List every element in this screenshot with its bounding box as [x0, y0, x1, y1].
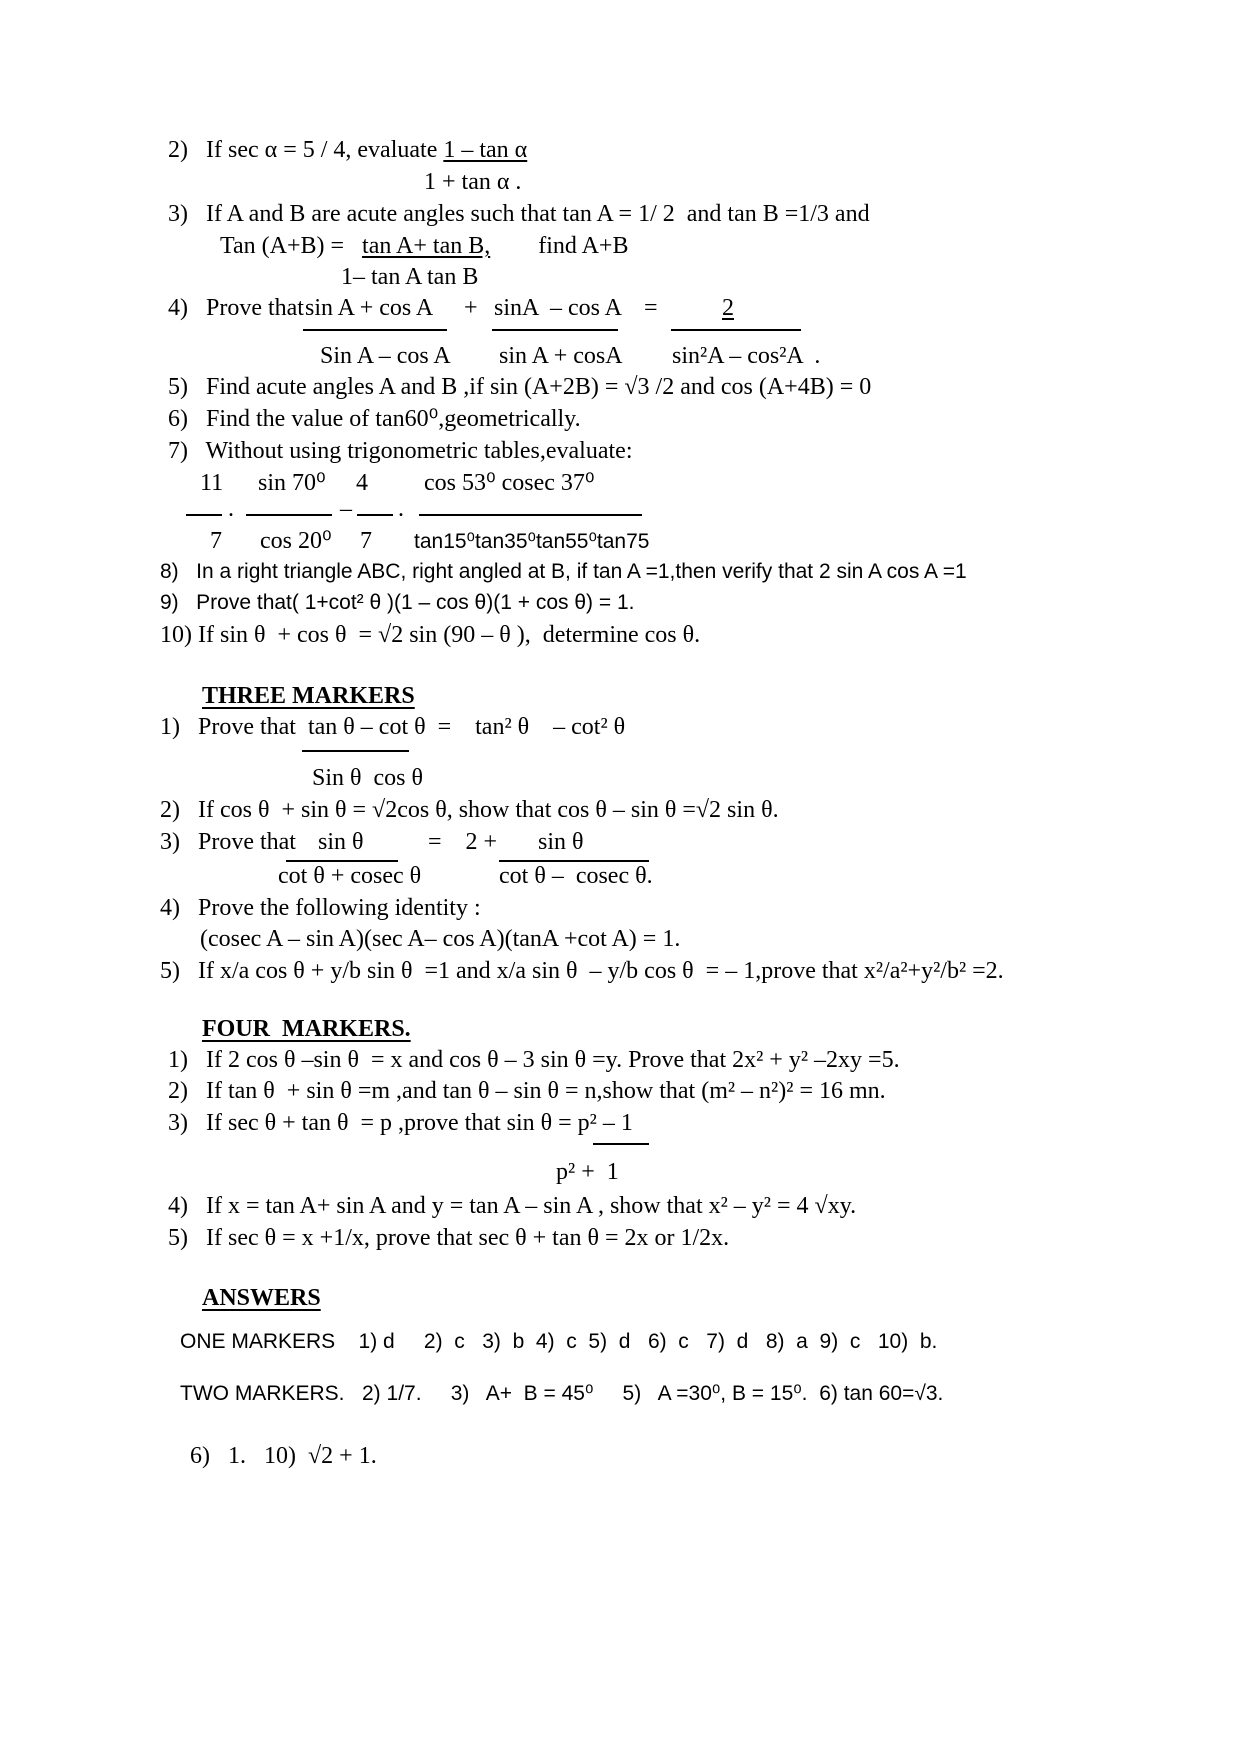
question-3-line-1 [168, 201, 870, 229]
four-markers-q5-line [168, 1225, 729, 1253]
question-7-denominator-1: 7 [210, 528, 222, 554]
question-5-text: 5) Find acute angles A and B ,if sin (A+2B) = √3 /2 and cos (A+4B) = 0 [168, 374, 872, 400]
fraction-bar [492, 329, 618, 331]
three-markers-q4-text-2: (cosec A – sin A)(sec A– cos A)(tanA +cot A) = 1. [200, 926, 681, 952]
three-markers-q3-middle: = 2 + [428, 829, 498, 855]
three-markers-q1-line [160, 714, 625, 742]
question-3-fraction-numerator: tan A+ tan B, [362, 233, 491, 259]
three-markers-q3-prefix: 3) Prove that [160, 829, 296, 855]
three-markers-q4-text-1: 4) Prove the following identity : [160, 895, 481, 921]
four-markers-q3-denominator-text: p² + 1 [556, 1159, 619, 1185]
question-2-fraction-numerator: 1 – tan α [443, 137, 528, 163]
question-7-denominator-4: tan15⁰tan35⁰tan55⁰tan75 [414, 530, 650, 553]
answers-one-markers-text: ONE MARKERS 1) d 2) c 3) b 4) c 5) d 6) c 7) d 8) a 9) c 10) b. [180, 1330, 938, 1353]
four-markers-q5-text: 5) If sec θ = x +1/x, prove that sec θ + tan θ = 2x or 1/2x. [168, 1225, 730, 1251]
fraction-bar [671, 329, 801, 331]
question-4-denominator-2: sin A + cosA [499, 343, 623, 369]
question-7-dot-1: . [228, 496, 234, 522]
fraction-bar [246, 514, 332, 516]
fraction-bar [186, 514, 222, 516]
question-3-line-2 [220, 233, 628, 261]
four-markers-q3-line [168, 1110, 633, 1138]
four-markers-q4-line [168, 1193, 856, 1221]
question-2-fraction-denominator [424, 169, 521, 197]
question-9-text: 9) Prove that( 1+cot² θ )(1 – cos θ)(1 + cos θ) = 1. [160, 591, 635, 614]
question-4-numerator-2: sinA – cos A [494, 295, 623, 321]
fraction-bar [419, 514, 642, 516]
question-7-line [168, 438, 632, 466]
question-4-numerator-1: sin A + cos A [305, 295, 434, 321]
question-3-formula-prefix: Tan (A+B) = [220, 233, 363, 259]
four-markers-q4-text: 4) If x = tan A+ sin A and y = tan A – sin A , show that x² – y² = 4 √xy. [168, 1193, 857, 1219]
three-markers-q5-text: 5) If x/a cos θ + y/b sin θ =1 and x/a sin θ – y/b cos θ = – 1,prove that x²/a²+y²/b² =2. [160, 958, 1004, 984]
fraction-bar [286, 860, 398, 862]
three-markers-q5-line [160, 958, 1004, 986]
three-markers-q1-denominator [312, 765, 423, 793]
question-4-plus-sign: + [464, 295, 478, 321]
question-3-fraction-denominator [341, 264, 478, 292]
question-8-line [160, 560, 967, 584]
four-markers-q2-text: 2) If tan θ + sin θ =m ,and tan θ – sin θ = n,show that (m² – n²)² = 16 mn. [168, 1078, 886, 1104]
question-7-numerator-2: sin 70⁰ [258, 470, 326, 496]
question-2-text: 2) If sec α = 5 / 4, evaluate [168, 137, 444, 163]
answers-heading [202, 1285, 321, 1313]
three-markers-q2-line [160, 797, 779, 825]
four-markers-q1-line [168, 1047, 900, 1075]
three-markers-q1-denominator-text: Sin θ cos θ [312, 765, 423, 791]
three-markers-q3-numerator-1: sin θ [318, 829, 364, 855]
question-8-text: 8) In a right triangle ABC, right angled at B, if tan A =1,then verify that 2 sin A cos A =1 [160, 560, 967, 583]
question-10-text: 10) If sin θ + cos θ = √2 sin (90 – θ ), determine cos θ. [160, 622, 701, 648]
fraction-bar [499, 860, 649, 862]
question-7-text: 7) Without using trigonometric tables,evaluate: [168, 438, 633, 464]
four-markers-q3-text: 3) If sec θ + tan θ = p ,prove that sin θ = p² – 1 [168, 1110, 633, 1136]
question-7-numerator-1: 11 [200, 470, 224, 496]
fraction-bar [357, 514, 393, 516]
question-10-line [160, 622, 700, 650]
question-7-numerator-4: cos 53⁰ cosec 37⁰ [424, 470, 595, 496]
three-markers-q3-denominator-2: cot θ – cosec θ. [499, 863, 653, 889]
answers-two-markers-line [180, 1382, 943, 1406]
question-3-formula-suffix: find A+B [490, 233, 629, 259]
answers-heading-text: ANSWERS [202, 1285, 321, 1311]
three-markers-q4-line-1 [160, 895, 481, 923]
question-7-dot-2: . [398, 496, 404, 522]
question-4-denominator-3: sin²A – cos²A . [672, 343, 821, 369]
answers-two-markers-text: TWO MARKERS. 2) 1/7. 3) A+ B = 45⁰ 5) A =30⁰, B = 15⁰. 6) tan 60=√3. [180, 1382, 944, 1405]
answers-extra-line [190, 1443, 377, 1471]
three-markers-q1-text: 1) Prove that tan θ – cot θ = tan² θ – cot² θ [160, 714, 626, 740]
three-markers-q3-denominator-1: cot θ + cosec θ [278, 863, 422, 889]
question-4-numerator-3: 2 [722, 295, 734, 321]
question-7-minus-sign: – [340, 496, 352, 522]
question-4-prefix: 4) Prove that [168, 295, 304, 321]
question-4-equals-sign: = [644, 295, 658, 321]
four-markers-heading [202, 1016, 411, 1044]
answers-extra-text: 6) 1. 10) √2 + 1. [190, 1443, 377, 1469]
question-2-line [168, 137, 527, 165]
four-markers-q2-line [168, 1078, 886, 1106]
question-3-text: 3) If A and B are acute angles such that tan A = 1/ 2 and tan B =1/3 and [168, 201, 870, 227]
fraction-bar [302, 750, 409, 752]
three-markers-heading-text: THREE MARKERS [202, 683, 415, 709]
answers-one-markers-line [180, 1330, 937, 1354]
fraction-bar [303, 329, 447, 331]
four-markers-heading-text: FOUR MARKERS. [202, 1016, 411, 1042]
question-2-denominator-text: 1 + tan α . [424, 169, 522, 195]
three-markers-heading [202, 683, 415, 711]
three-markers-q4-line-2 [200, 926, 680, 954]
question-9-line [160, 591, 634, 615]
question-4-denominator-1: Sin A – cos A [320, 343, 451, 369]
question-6-text: 6) Find the value of tan60⁰,geometrically. [168, 406, 581, 432]
three-markers-q3-numerator-2: sin θ [538, 829, 584, 855]
question-7-denominator-3: 7 [360, 528, 372, 554]
question-3-denominator-text: 1– tan A tan B [341, 264, 479, 290]
question-7-numerator-3: 4 [356, 470, 368, 496]
question-6-line [168, 406, 581, 434]
four-markers-q3-denominator [556, 1159, 619, 1187]
fraction-bar [593, 1143, 649, 1145]
question-5-line [168, 374, 871, 402]
question-7-denominator-2: cos 20⁰ [260, 528, 332, 554]
three-markers-q2-text: 2) If cos θ + sin θ = √2cos θ, show that cos θ – sin θ =√2 sin θ. [160, 797, 779, 823]
four-markers-q1-text: 1) If 2 cos θ –sin θ = x and cos θ – 3 sin θ =y. Prove that 2x² + y² –2xy =5. [168, 1047, 900, 1073]
